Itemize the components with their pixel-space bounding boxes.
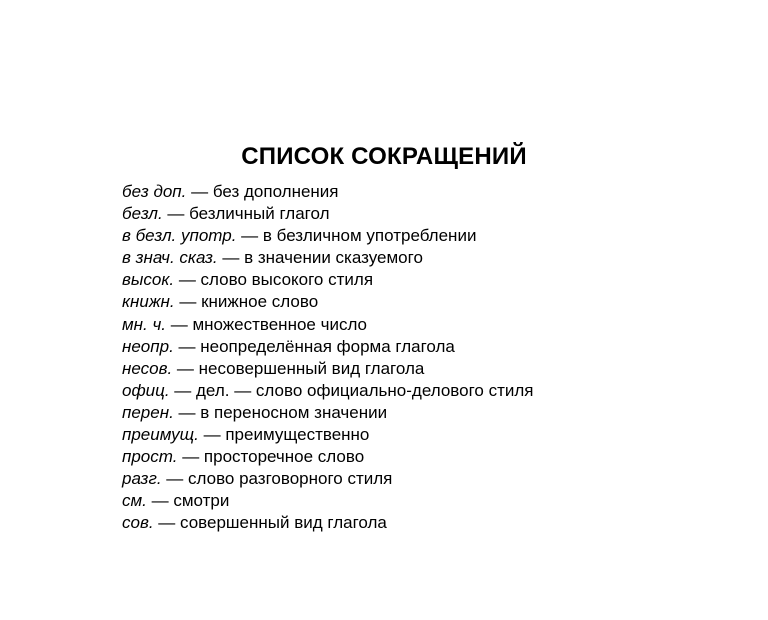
dash-separator: —: [173, 336, 201, 356]
list-item: [122, 468, 722, 490]
dash-separator: —: [172, 358, 199, 378]
dash-separator: —: [169, 380, 197, 400]
definition: книжное слово: [201, 292, 319, 312]
abbreviation: прост.: [122, 447, 178, 467]
definition: слово разговорного стиля: [188, 469, 393, 489]
list-item: [122, 314, 722, 336]
definition: совершенный вид глагола: [180, 513, 387, 533]
definition: множественное число: [192, 314, 368, 334]
abbreviation: без доп.: [122, 182, 187, 201]
list-item: [122, 424, 722, 446]
list-item: [122, 247, 722, 269]
definition: слово высокого стиля: [200, 270, 374, 290]
definition: безличный глагол: [189, 204, 330, 224]
abbreviation: в безл. употр.: [122, 226, 237, 246]
abbreviation: в знач. сказ.: [122, 248, 218, 268]
list-item: [122, 291, 722, 313]
definition: дел. — слово официально-делового стиля: [196, 380, 534, 400]
dash-separator: —: [173, 402, 201, 422]
list-item: [122, 490, 722, 512]
list-item: [122, 181, 722, 203]
abbreviation: мн. ч.: [122, 314, 166, 334]
abbreviation-list: [122, 181, 722, 535]
abbreviation: несов.: [122, 358, 173, 378]
abbreviation: неопр.: [122, 336, 174, 356]
abbreviation: см.: [122, 491, 147, 511]
abbreviation: высок.: [122, 270, 175, 290]
list-item: [122, 269, 722, 291]
dash-separator: —: [174, 270, 201, 290]
abbreviation: офиц.: [122, 380, 170, 400]
dash-separator: —: [236, 226, 263, 246]
dash-separator: —: [162, 204, 190, 224]
list-item: [122, 380, 722, 402]
dash-separator: —: [153, 513, 181, 533]
list-item: [122, 512, 722, 534]
dash-separator: —: [177, 447, 204, 467]
dash-separator: —: [186, 182, 213, 201]
definition: смотри: [173, 491, 230, 511]
dash-separator: —: [165, 314, 193, 334]
list-item: [122, 336, 722, 358]
list-item: [122, 402, 722, 424]
abbreviation: безл.: [122, 204, 163, 224]
page-title: СПИСОК СОКРАЩЕНИЙ: [241, 143, 527, 170]
dash-separator: —: [217, 248, 245, 268]
definition: в безличном употреблении: [262, 226, 477, 246]
definition: без дополнения: [212, 182, 339, 201]
definition: неопределённая форма глагола: [200, 336, 455, 356]
dash-separator: —: [161, 469, 188, 489]
dash-separator: —: [174, 292, 202, 312]
dash-separator: —: [198, 425, 226, 445]
list-item: [122, 358, 722, 380]
definition: несовершенный вид глагола: [198, 358, 425, 378]
abbreviation: разг.: [122, 469, 162, 489]
abbreviation: преимущ.: [122, 425, 199, 445]
definition: преимущественно: [225, 425, 370, 445]
list-item: [122, 225, 722, 247]
abbreviation: перен.: [122, 402, 174, 422]
definition: в переносном значении: [200, 402, 388, 422]
list-item: [122, 203, 722, 225]
dash-separator: —: [146, 491, 174, 511]
abbreviation: книжн.: [122, 292, 175, 312]
definition: в значении сказуемого: [244, 248, 423, 268]
definition: просторечное слово: [203, 447, 365, 467]
list-item: [122, 446, 722, 468]
abbreviation: сов.: [122, 513, 154, 533]
